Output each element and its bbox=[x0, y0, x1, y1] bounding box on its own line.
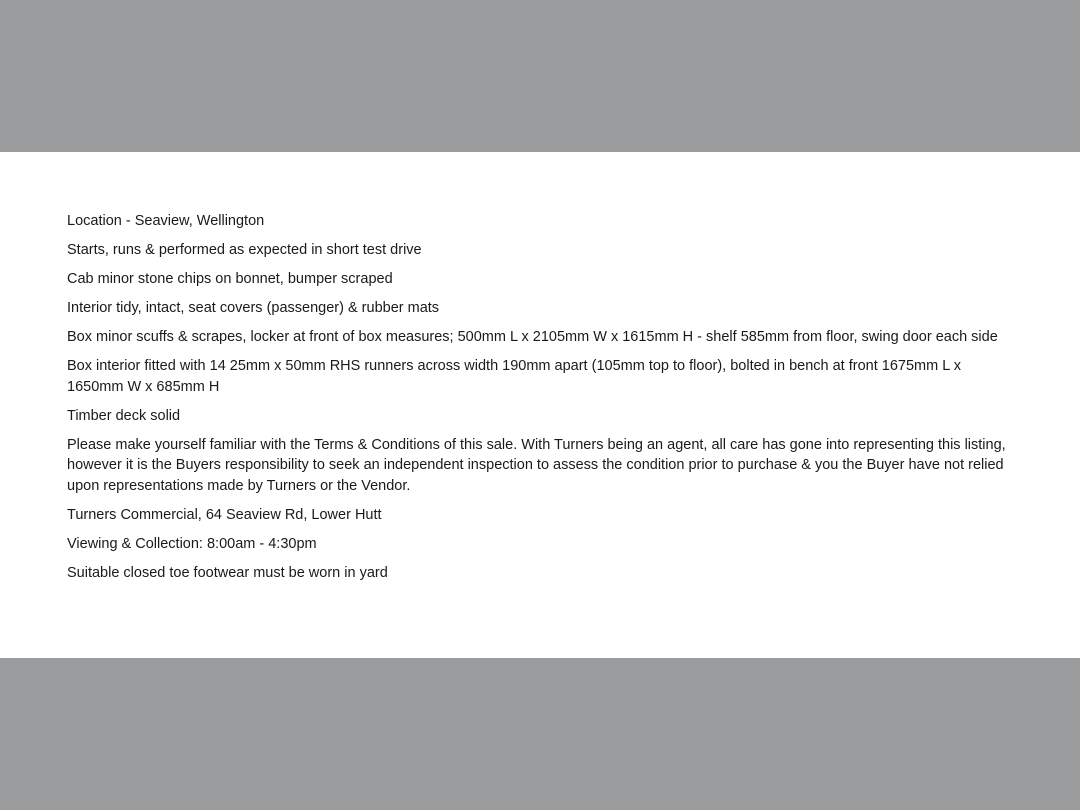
note-cab-condition: Cab minor stone chips on bonnet, bumper scraped bbox=[67, 271, 393, 287]
listing-notes bbox=[67, 211, 1007, 592]
note-test-drive: Starts, runs & performed as expected in short test drive bbox=[67, 242, 422, 258]
note-location: Location - Seaview, Wellington bbox=[67, 213, 265, 229]
note-footwear: Suitable closed toe footwear must be worn in yard bbox=[67, 564, 388, 581]
listing-description-panel bbox=[0, 152, 1080, 658]
note-timber-deck: Timber deck solid bbox=[67, 407, 181, 424]
bottom-grey-band bbox=[0, 658, 1080, 810]
note-box-interior: Box interior fitted with 14 25mm x 50mm RHS runners across width 190mm apart (105mm top to floor), bolted in bench at front 1675mm L x 1650mm W x 685mm H bbox=[67, 358, 962, 395]
top-grey-band bbox=[0, 0, 1080, 152]
note-address: Turners Commercial, 64 Seaview Rd, Lower Hutt bbox=[67, 506, 382, 523]
note-box-condition: Box minor scuffs & scrapes, locker at front of box measures; 500mm L x 2105mm W x 1615mm H - shelf 585mm from floor, swing door each side bbox=[67, 329, 998, 345]
note-viewing-hours: Viewing & Collection: 8:00am - 4:30pm bbox=[67, 535, 317, 552]
note-interior: Interior tidy, intact, seat covers (passenger) & rubber mats bbox=[67, 300, 440, 316]
note-terms-disclaimer: Please make yourself familiar with the Terms & Conditions of this sale. With Turners being an agent, all care has gone into representing this listing, however it is the Buyers responsibility to seek an independent inspection to assess the condition prior to purchase & you the Buyer have not relied upon representations made by Turners or the Vendor. bbox=[67, 436, 1006, 494]
